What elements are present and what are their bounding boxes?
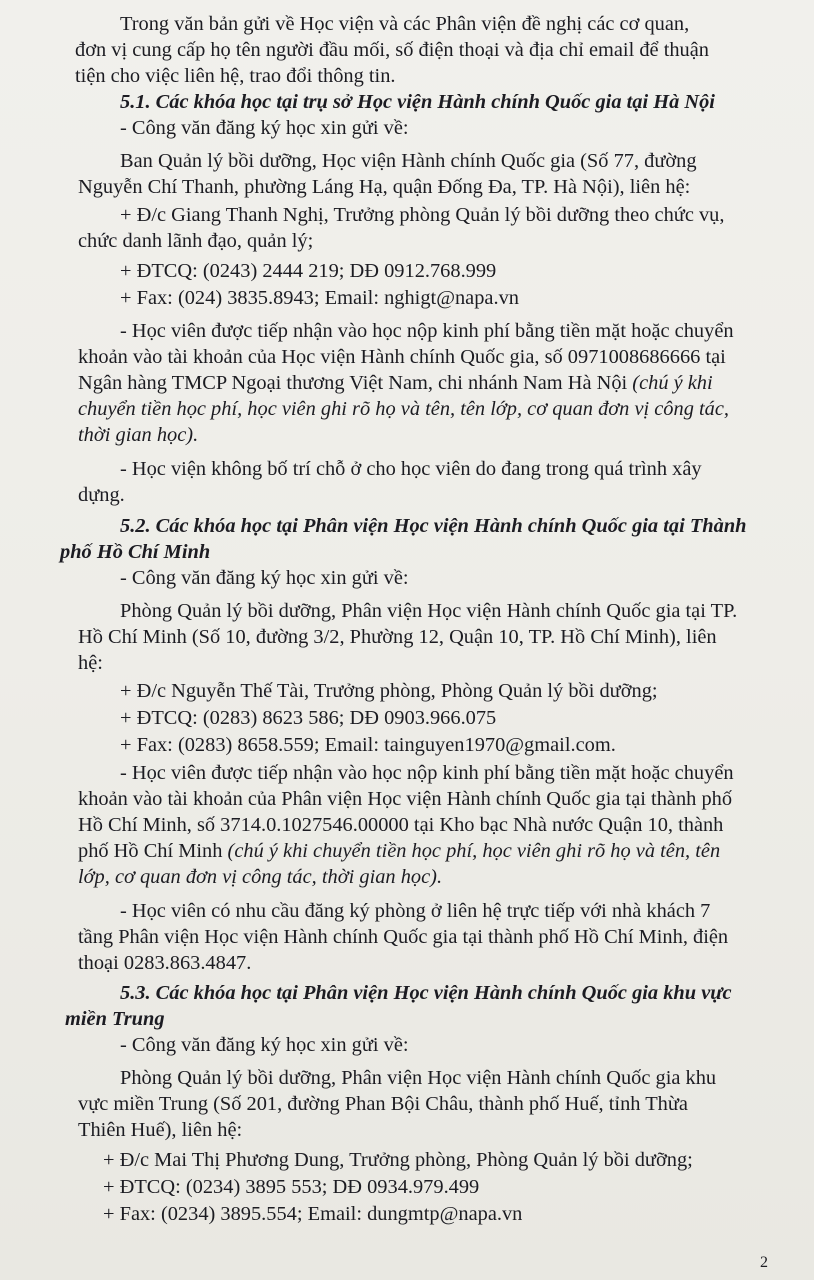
section-5-2-heading: phố Hồ Chí Minh (60, 541, 211, 563)
intro-line: đơn vị cung cấp họ tên người đầu mối, số điện thoại và địa chỉ email để thuận (75, 39, 709, 61)
section-5-2-heading: 5.2. Các khóa học tại Phân viện Học viện Hành chính Quốc gia tại Thành (120, 515, 747, 537)
text-line: - Học viện không bố trí chỗ ở cho học viên do đang trong quá trình xây (120, 458, 702, 480)
text-span: phố Hồ Chí Minh (78, 840, 228, 862)
text-line: + ĐTCQ: (0234) 3895 553; DĐ 0934.979.499 (103, 1176, 480, 1198)
text-line: dựng. (78, 484, 125, 506)
text-line: Ban Quản lý bồi dưỡng, Học viện Hành chính Quốc gia (Số 77, đường (120, 150, 697, 172)
section-5-1-heading: 5.1. Các khóa học tại trụ sở Học viện Hành chính Quốc gia tại Hà Nội (120, 91, 715, 113)
intro-line: tiện cho việc liên hệ, trao đổi thông tin. (75, 65, 396, 87)
section-5-3-heading: 5.3. Các khóa học tại Phân viện Học viện Hành chính Quốc gia khu vực (120, 982, 732, 1004)
text-line: vực miền Trung (Số 201, đường Phan Bội Châu, thành phố Huế, tỉnh Thừa (78, 1093, 688, 1115)
text-line: - Công văn đăng ký học xin gửi về: (120, 1034, 409, 1056)
text-line: Thiên Huế), liên hệ: (78, 1119, 243, 1141)
italic-line: chuyển tiền học phí, học viên ghi rõ họ và tên, tên lớp, cơ quan đơn vị công tác, (78, 398, 729, 420)
text-line: + Đ/c Nguyễn Thế Tài, Trưởng phòng, Phòng Quản lý bồi dưỡng; (120, 680, 658, 702)
text-line: Hồ Chí Minh (Số 10, đường 3/2, Phường 12, Quận 10, TP. Hồ Chí Minh), liên (78, 626, 717, 648)
text-line: khoản vào tài khoản của Phân viện Học viện Hành chính Quốc gia tại thành phố (78, 788, 733, 810)
text-line: + Fax: (0283) 8658.559; Email: tainguyen1970@gmail.com. (120, 734, 616, 756)
text-span: Ngân hàng TMCP Ngoại thương Việt Nam, chi nhánh Nam Hà Nội (78, 372, 633, 394)
text-line: + ĐTCQ: (0243) 2444 219; DĐ 0912.768.999 (120, 260, 497, 282)
page-number: 2 (760, 1254, 768, 1271)
intro-line: Trong văn bản gửi về Học viện và các Phân viện đề nghị các cơ quan, (120, 13, 690, 35)
text-line (78, 838, 720, 864)
text-line: - Học viên có nhu cầu đăng ký phòng ở liên hệ trực tiếp với nhà khách 7 (120, 900, 711, 922)
text-line (78, 370, 713, 396)
text-line: hệ: (78, 652, 103, 674)
text-line: - Công văn đăng ký học xin gửi về: (120, 567, 409, 589)
text-line: chức danh lãnh đạo, quản lý; (78, 230, 314, 252)
text-line: + Đ/c Mai Thị Phương Dung, Trưởng phòng, Phòng Quản lý bồi dưỡng; (103, 1149, 693, 1171)
text-line: - Học viên được tiếp nhận vào học nộp kinh phí bằng tiền mặt hoặc chuyển (120, 762, 734, 784)
text-line: + Fax: (024) 3835.8943; Email: nghigt@napa.vn (120, 287, 519, 309)
text-line: Nguyễn Chí Thanh, phường Láng Hạ, quận Đống Đa, TP. Hà Nội), liên hệ: (78, 176, 691, 198)
section-5-3-heading: miền Trung (65, 1008, 165, 1030)
text-line: Phòng Quản lý bồi dưỡng, Phân viện Học viện Hành chính Quốc gia khu (120, 1067, 717, 1089)
text-line: khoản vào tài khoản của Học viện Hành chính Quốc gia, số 0971008686666 tại (78, 346, 726, 368)
italic-span: (chú ý khi chuyển tiền học phí, học viên ghi rõ họ và tên, tên (227, 840, 721, 862)
text-line: tầng Phân viện Học viện Hành chính Quốc gia tại thành phố Hồ Chí Minh, điện (78, 926, 729, 948)
text-line: + ĐTCQ: (0283) 8623 586; DĐ 0903.966.075 (120, 707, 497, 729)
text-line: + Fax: (0234) 3895.554; Email: dungmtp@napa.vn (103, 1203, 523, 1225)
italic-line: thời gian học). (78, 424, 199, 446)
text-line: Hồ Chí Minh, số 3714.0.1027546.00000 tại Kho bạc Nhà nước Quận 10, thành (78, 814, 724, 836)
text-line: Phòng Quản lý bồi dưỡng, Phân viện Học viện Hành chính Quốc gia tại TP. (120, 600, 738, 622)
italic-span: (chú ý khi (632, 372, 713, 394)
text-line: - Công văn đăng ký học xin gửi về: (120, 117, 409, 139)
text-line: + Đ/c Giang Thanh Nghị, Trưởng phòng Quản lý bồi dưỡng theo chức vụ, (120, 204, 725, 226)
italic-line: lớp, cơ quan đơn vị công tác, thời gian học). (78, 866, 443, 888)
text-line: thoại 0283.863.4847. (78, 952, 252, 974)
text-line: - Học viên được tiếp nhận vào học nộp kinh phí bằng tiền mặt hoặc chuyển (120, 320, 734, 342)
